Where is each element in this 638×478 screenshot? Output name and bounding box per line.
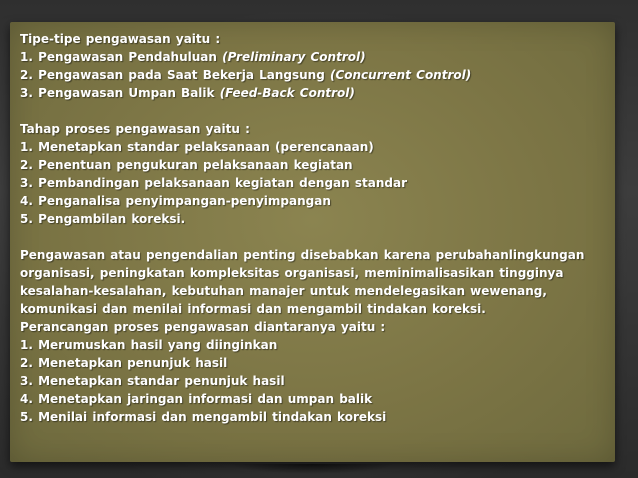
spacer: [20, 102, 610, 120]
design-item-3: 3. Menetapkan standar penunjuk hasil: [20, 374, 285, 388]
design-item-1: 1. Merumuskan hasil yang diinginkan: [20, 338, 278, 352]
slide-panel: [10, 22, 615, 462]
design-item-5: 5. Menilai informasi dan mengambil tindakan koreksi: [20, 410, 387, 424]
types-item-3-em: (Feed-Back Control): [219, 86, 355, 100]
importance-line-4: komunikasi dan menilai informasi dan mengambil tindakan koreksi.: [20, 302, 486, 316]
stages-item-4: 4. Penganalisa penyimpangan-penyimpangan: [20, 194, 331, 208]
types-item-1-text: 1. Pengawasan Pendahuluan: [20, 50, 223, 64]
types-item-2-em: (Concurrent Control): [329, 68, 472, 82]
types-heading: Tipe-tipe pengawasan yaitu :: [20, 32, 221, 46]
stages-item-5: 5. Pengambilan koreksi.: [20, 212, 186, 226]
design-item-4: 4. Menetapkan jaringan informasi dan umpan balik: [20, 392, 373, 406]
types-item-1: [20, 48, 610, 66]
types-item-1-em: (Preliminary Control): [222, 50, 366, 64]
types-item-2: [20, 66, 610, 84]
types-item-3-text: 3. Pengawasan Umpan Balik: [20, 86, 220, 100]
types-item-3: [20, 84, 610, 102]
spacer: [20, 228, 610, 246]
importance-line-3: kesalahan-kesalahan, kebutuhan manajer untuk mendelegasikan wewenang,: [20, 284, 547, 298]
stages-item-3: 3. Pembandingan pelaksanaan kegiatan dengan standar: [20, 176, 407, 190]
stages-item-1: 1. Menetapkan standar pelaksanaan (perencanaan): [20, 140, 374, 154]
stages-heading: Tahap proses pengawasan yaitu :: [20, 122, 250, 136]
slide-content: [20, 30, 610, 426]
stages-item-2: 2. Penentuan pengukuran pelaksanaan kegiatan: [20, 158, 353, 172]
types-item-2-text: 2. Pengawasan pada Saat Bekerja Langsung: [20, 68, 330, 82]
importance-line-2: organisasi, peningkatan kompleksitas organisasi, meminimalisasikan tingginya: [20, 266, 564, 280]
design-heading: Perancangan proses pengawasan diantaranya yaitu :: [20, 320, 386, 334]
design-item-2: 2. Menetapkan penunjuk hasil: [20, 356, 228, 370]
importance-line-1: Pengawasan atau pengendalian penting disebabkan karena perubahanlingkungan: [20, 248, 585, 262]
